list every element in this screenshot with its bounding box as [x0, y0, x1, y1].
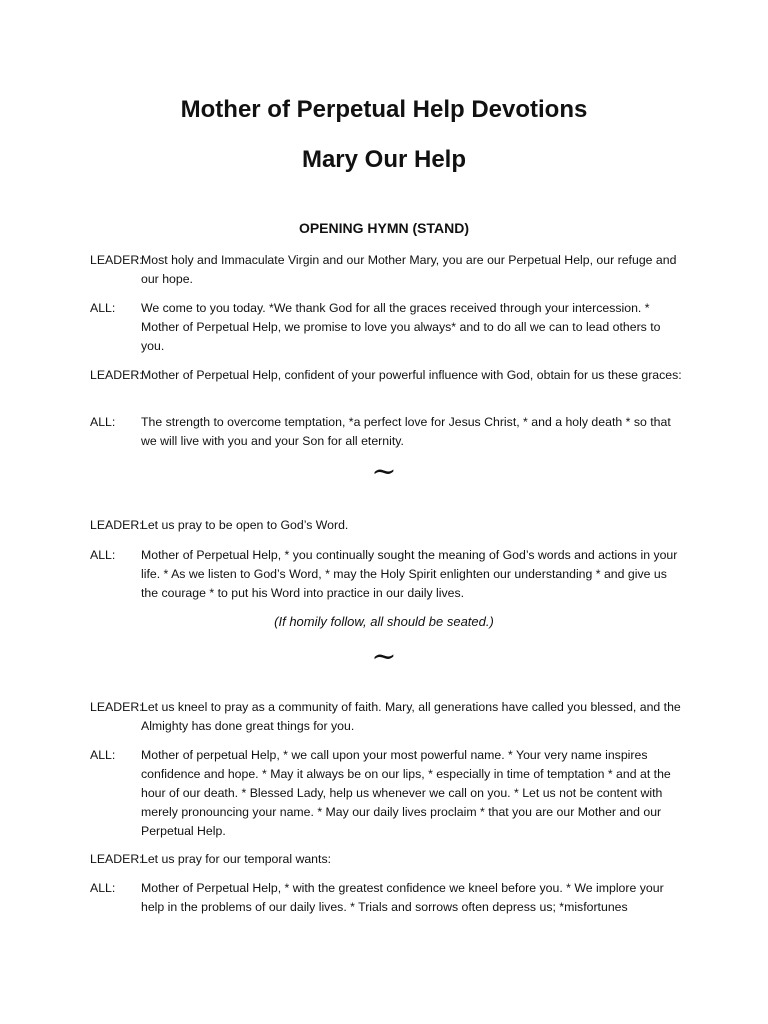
prayer-text: Let us kneel to pray as a community of faith. Mary, all generations have called you blessed, and the Almighty has done great things for you.	[141, 700, 681, 733]
speaker-label: LEADER:	[90, 253, 143, 267]
prayer-item	[90, 251, 690, 289]
prayer-item	[90, 879, 690, 917]
prayer-text: The strength to overcome temptation, *a perfect love for Jesus Christ, * and a holy death * so that we will live with you and your Son for all eternity.	[141, 415, 671, 448]
prayer-item	[90, 413, 690, 451]
speaker-label: LEADER:	[90, 700, 143, 714]
prayer-text: Most holy and Immaculate Virgin and our Mother Mary, you are our Perpetual Help, our refuge and our hope.	[141, 253, 677, 286]
speaker-label: LEADER:	[90, 368, 143, 382]
prayer-text: Let us pray to be open to God’s Word.	[141, 518, 349, 532]
speaker-label: ALL:	[90, 881, 116, 895]
document-title: Mother of Perpetual Help Devotions	[180, 96, 588, 123]
prayer-text: Mother of perpetual Help, * we call upon your most powerful name. * Your very name inspires confidence and hope. * May it always be on our lips, * especially in time of temptation * and at the hour of our death. * Blessed Lady, help us whenever we call on you. * Let us not be content with merely pronouncing your name. * May our daily lives proclaim * that you are our Mother and our Perpetual Help.	[141, 748, 671, 838]
speaker-label: ALL:	[90, 301, 116, 315]
section-heading: OPENING HYMN (STAND)	[298, 220, 470, 236]
prayer-item	[90, 746, 690, 841]
prayer-text: Let us pray for our temporal wants:	[141, 852, 332, 866]
homily-note: (If homily follow, all should be seated.)	[274, 614, 494, 629]
prayer-item	[90, 516, 690, 535]
prayer-text: Mother of Perpetual Help, * you continually sought the meaning of God’s words and actions in your life. * As we listen to God’s Word, * may the Holy Spirit enlighten our understanding * and give us the courage * to put his Word into practice in our daily lives.	[141, 548, 678, 600]
prayer-item	[90, 546, 690, 603]
prayer-item	[90, 366, 690, 385]
separator-tilde: ~	[371, 454, 397, 489]
speaker-label: ALL:	[90, 748, 116, 762]
prayer-text: Mother of Perpetual Help, confident of your powerful influence with God, obtain for us these graces:	[141, 368, 682, 382]
prayer-item	[90, 299, 690, 356]
document-subtitle: Mary Our Help	[301, 146, 467, 173]
prayer-item	[90, 698, 690, 736]
speaker-label: LEADER:	[90, 852, 143, 866]
speaker-label: ALL:	[90, 415, 116, 429]
speaker-label: LEADER:	[90, 518, 143, 532]
separator-tilde: ~	[371, 639, 397, 674]
prayer-item	[90, 850, 690, 869]
speaker-label: ALL:	[90, 548, 116, 562]
prayer-text: Mother of Perpetual Help, * with the greatest confidence we kneel before you. * We implore your help in the problems of our daily lives. * Trials and sorrows often depress us; *misfortunes	[141, 881, 664, 914]
prayer-text: We come to you today. *We thank God for all the graces received through your intercession. * Mother of Perpetual Help, we promise to love you always* and to do all we can to lead others to you.	[141, 301, 661, 353]
